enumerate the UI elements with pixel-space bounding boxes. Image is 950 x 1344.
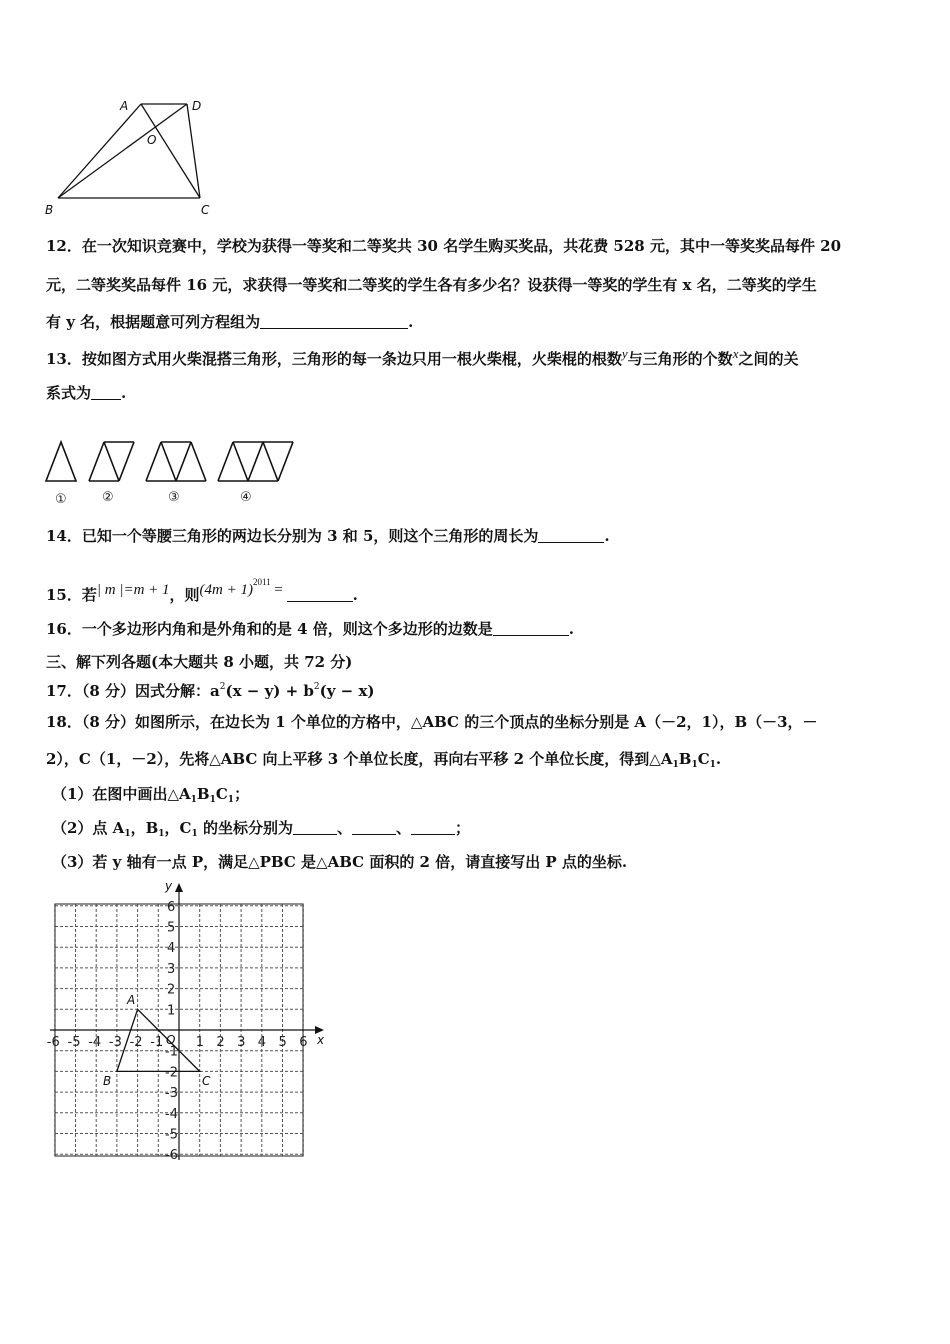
- x-tick-label: -2: [129, 1035, 143, 1050]
- answer-blank: [91, 385, 121, 400]
- y-tick-label: -6: [165, 1148, 178, 1164]
- y-tick-label: -5: [165, 1127, 178, 1143]
- answer-blank: [293, 820, 337, 835]
- q18-line2-a: 2），C（1，－2），先将△ABC 向上平移 3 个单位长度，再向右平移 2 个单位长度，得到△A: [46, 750, 673, 768]
- q13-line1: [46, 344, 798, 369]
- part1-b: B: [196, 785, 210, 803]
- answer-blank: [538, 528, 604, 543]
- label-O: O: [147, 133, 157, 147]
- x-tick-label: -4: [88, 1035, 102, 1050]
- x-tick-label: -5: [67, 1035, 81, 1050]
- part2-a: （2）点 A: [52, 819, 125, 837]
- x-tick-label: -1: [150, 1035, 164, 1050]
- answer-blank: [411, 820, 455, 835]
- x-tick-label: -3: [108, 1035, 122, 1050]
- q14: [46, 526, 610, 546]
- q12-line2: 元，二等奖奖品每件 16 元，求获得一等奖和二等奖的学生各有多少名？设获得一等奖的学生有 x 名，二等奖的学生: [46, 276, 817, 294]
- point-label-C: C: [202, 1074, 211, 1088]
- q15: [46, 572, 358, 605]
- y-axis-label: y: [165, 879, 173, 893]
- point-label-A: A: [127, 993, 136, 1007]
- q16: [46, 619, 574, 639]
- x-tick-label: 2: [216, 1035, 225, 1050]
- q15-equals: =: [270, 582, 287, 598]
- fig-label-4: ④: [240, 490, 252, 505]
- part1-c: C: [215, 785, 228, 803]
- label-B: B: [45, 203, 54, 217]
- sub-1: 1: [190, 795, 197, 805]
- sep: 、: [396, 819, 412, 837]
- y-tick-label: 5: [167, 920, 176, 936]
- x-tick-label: -6: [46, 1035, 60, 1050]
- q15-mid: ，则: [169, 586, 200, 604]
- y-tick-label: -4: [165, 1106, 178, 1122]
- sub-1: 1: [158, 829, 165, 839]
- y-tick-label: 2: [167, 982, 176, 998]
- part2-e: ；: [455, 819, 471, 837]
- sub-1: 1: [209, 795, 216, 805]
- q12-line3: [46, 312, 413, 332]
- q15-end: .: [352, 586, 358, 604]
- x-tick-label: 3: [237, 1035, 246, 1050]
- x-tick-label: 5: [278, 1035, 287, 1050]
- answer-blank: [260, 314, 408, 329]
- y-tick-label: 4: [167, 941, 176, 957]
- x-tick-label: 6: [299, 1035, 308, 1050]
- label-C: C: [201, 203, 210, 217]
- q14-end: .: [604, 527, 610, 545]
- q17-exp2: 2: [313, 682, 320, 692]
- q16-end: .: [568, 620, 574, 638]
- q17-a: a: [210, 682, 220, 700]
- q15-expr2: (4m + 1): [199, 582, 253, 598]
- q18-part3: （3）若 y 轴有一点 P，满足△PBC 是△ABC 面积的 2 倍，请直接写出 P 点的坐标.: [52, 853, 628, 871]
- quadrilateral-figure: [40, 96, 220, 220]
- y-tick-label: 6: [167, 899, 176, 915]
- answer-blank: [493, 621, 569, 636]
- y-tick-label: -2: [165, 1065, 178, 1081]
- q17-part2: (y − x): [319, 682, 375, 700]
- sub-1: 1: [227, 795, 235, 805]
- q13-text-a: 13．按如图方式用火柴混搭三角形，三角形的每一条边只用一根火柴棍，火柴棍的根数: [46, 350, 622, 368]
- q12-line3-end: .: [408, 313, 414, 331]
- q15-exponent: 2011: [253, 577, 271, 587]
- q13-line2-text: 系式为: [46, 384, 92, 402]
- q18-line2-c: C: [697, 750, 710, 768]
- q17: [46, 677, 375, 701]
- q18-part2: [52, 818, 470, 844]
- section-3-heading: 三、解下列各题(本大题共 8 小题，共 72 分): [46, 653, 353, 671]
- matchstick-triangles-figure: [40, 436, 300, 508]
- answer-blank: [287, 587, 353, 602]
- fig-label-1: ①: [55, 492, 67, 507]
- y-tick-label: 3: [167, 961, 176, 977]
- sub-1: 1: [124, 829, 131, 839]
- x-tick-label: 4: [257, 1035, 267, 1050]
- q17-prefix: 17．（8 分）因式分解：: [46, 682, 211, 700]
- sub-1: 1: [191, 829, 198, 839]
- q14-text: 14．已知一个等腰三角形的两边长分别为 3 和 5，则这个三角形的周长为: [46, 527, 539, 545]
- answer-blank: [352, 820, 396, 835]
- fig-label-3: ③: [168, 490, 180, 505]
- q13-var-x: x: [732, 346, 739, 361]
- q18-line2: [46, 749, 721, 775]
- q15-prefix: 15．若: [46, 586, 97, 604]
- sub-1: 1: [672, 760, 679, 770]
- q12-line3-text: 有 y 名，根据题意可列方程组为: [46, 313, 261, 331]
- label-A: A: [120, 99, 129, 113]
- q18-line2-b: B: [678, 750, 692, 768]
- q17-part1: (x − y) + b: [225, 682, 314, 700]
- x-axis-label: x: [317, 1033, 325, 1047]
- part1-d: ；: [234, 785, 250, 803]
- q13-line2-end: .: [121, 384, 127, 402]
- coordinate-grid: [40, 878, 340, 1168]
- y-tick-label: 1: [167, 1003, 176, 1019]
- x-tick-label: 1: [195, 1035, 204, 1050]
- q13-text-c: 之间的关: [738, 350, 799, 368]
- point-label-B: B: [103, 1074, 112, 1088]
- part2-d: 的坐标分别为: [197, 819, 293, 837]
- q17-exp1: 2: [219, 682, 226, 692]
- sub-1: 1: [709, 760, 716, 770]
- q13-text-b: 与三角形的个数: [627, 350, 733, 368]
- part1-a: （1）在图中画出△A: [52, 785, 191, 803]
- part2-c: ，C: [164, 819, 192, 837]
- q18-line2-d: .: [715, 750, 722, 768]
- y-tick-label: -1: [165, 1044, 178, 1060]
- q15-expr1: | m |=m + 1: [96, 582, 170, 598]
- y-tick-label: -3: [165, 1086, 178, 1102]
- q18-part1: [52, 784, 249, 810]
- fig-label-2: ②: [102, 490, 114, 505]
- sub-1: 1: [691, 760, 698, 770]
- origin-label: O: [166, 1033, 176, 1047]
- q16-text: 16．一个多边形内角和是外角和的是 4 倍，则这个多边形的边数是: [46, 620, 493, 638]
- q18-line1: 18．（8 分）如图所示，在边长为 1 个单位的方格中，△ABC 的三个顶点的坐标分别是 A（－2，1），B（－3，－: [46, 713, 818, 731]
- q12-line1: 12．在一次知识竞赛中，学校为获得一等奖和二等奖共 30 名学生购买奖品，共花费 528 元，其中一等奖奖品每件 20: [46, 237, 842, 255]
- q13-var-y: y: [621, 346, 628, 361]
- label-D: D: [192, 99, 202, 113]
- q13-line2: [46, 383, 126, 403]
- part2-b: ，B: [130, 819, 159, 837]
- sep: 、: [336, 819, 352, 837]
